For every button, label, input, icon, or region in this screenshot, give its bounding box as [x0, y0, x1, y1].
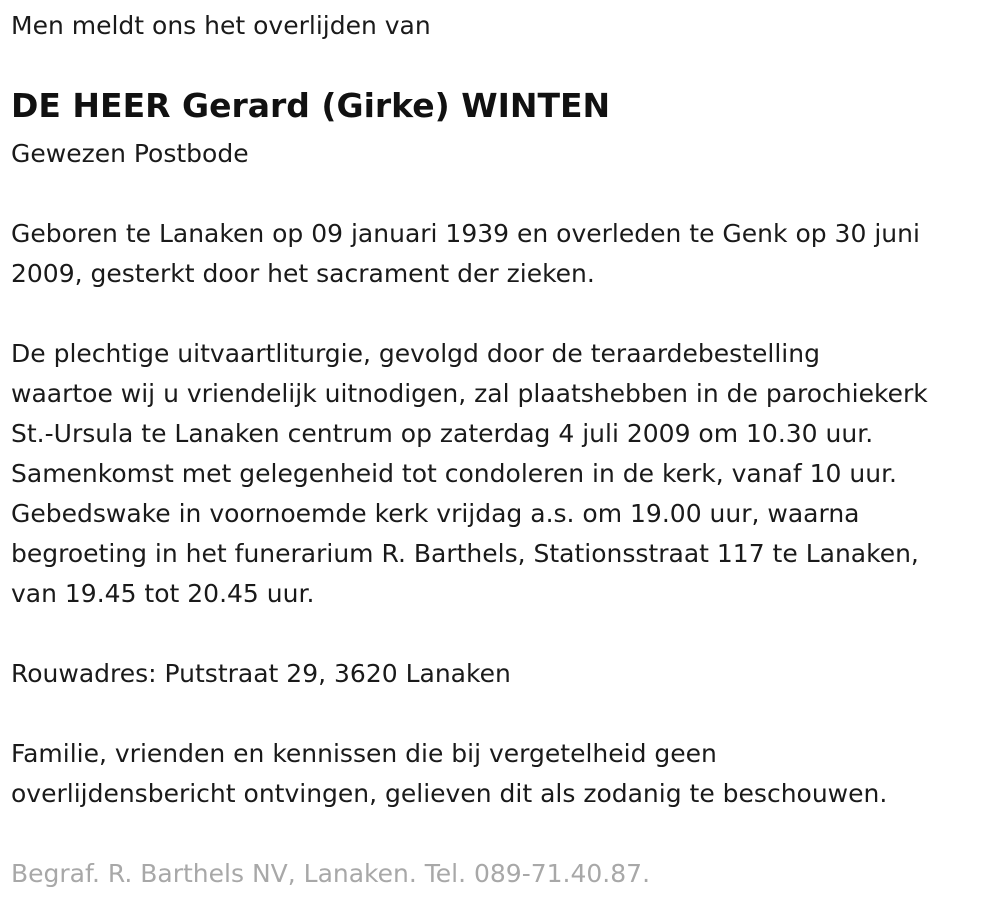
- paragraph-line: Geboren te Lanaken op 09 januari 1939 en overleden te Genk op 30 juni: [11, 219, 920, 248]
- paragraph-line: Samenkomst met gelegenheid tot condoleren in de kerk, vanaf 10 uur.: [11, 459, 897, 488]
- paragraph-line: waartoe wij u vriendelijk uitnodigen, zal plaatshebben in de parochiekerk: [11, 379, 928, 408]
- paragraph-line: Gebedswake in voornoemde kerk vrijdag a.s. om 19.00 uur, waarna: [11, 499, 860, 528]
- deceased-name: DE HEER Gerard (Girke) WINTEN: [11, 86, 611, 125]
- paragraph-line: De plechtige uitvaartliturgie, gevolgd door de teraardebestelling: [11, 339, 820, 368]
- family-note-paragraph: [11, 734, 887, 814]
- paragraph-line: St.-Ursula te Lanaken centrum op zaterdag 4 juli 2009 om 10.30 uur.: [11, 419, 874, 448]
- paragraph-line: Familie, vrienden en kennissen die bij vergetelheid geen: [11, 739, 717, 768]
- paragraph-line: van 19.45 tot 20.45 uur.: [11, 579, 315, 608]
- mourning-address: [11, 654, 511, 694]
- paragraph-line: 2009, gesterkt door het sacrament der zieken.: [11, 259, 595, 288]
- birth-death-paragraph: [11, 214, 920, 294]
- intro-text: Men meldt ons het overlijden van: [11, 11, 431, 40]
- occupation: Gewezen Postbode: [11, 139, 249, 168]
- paragraph-line: Rouwadres: Putstraat 29, 3620 Lanaken: [11, 659, 511, 688]
- paragraph-line: begroeting in het funerarium R. Barthels, Stationsstraat 117 te Lanaken,: [11, 539, 919, 568]
- undertaker-footer: Begraf. R. Barthels NV, Lanaken. Tel. 089-71.40.87.: [11, 859, 651, 888]
- paragraph-line: overlijdensbericht ontvingen, gelieven dit als zodanig te beschouwen.: [11, 779, 888, 808]
- funeral-paragraph: [11, 334, 928, 614]
